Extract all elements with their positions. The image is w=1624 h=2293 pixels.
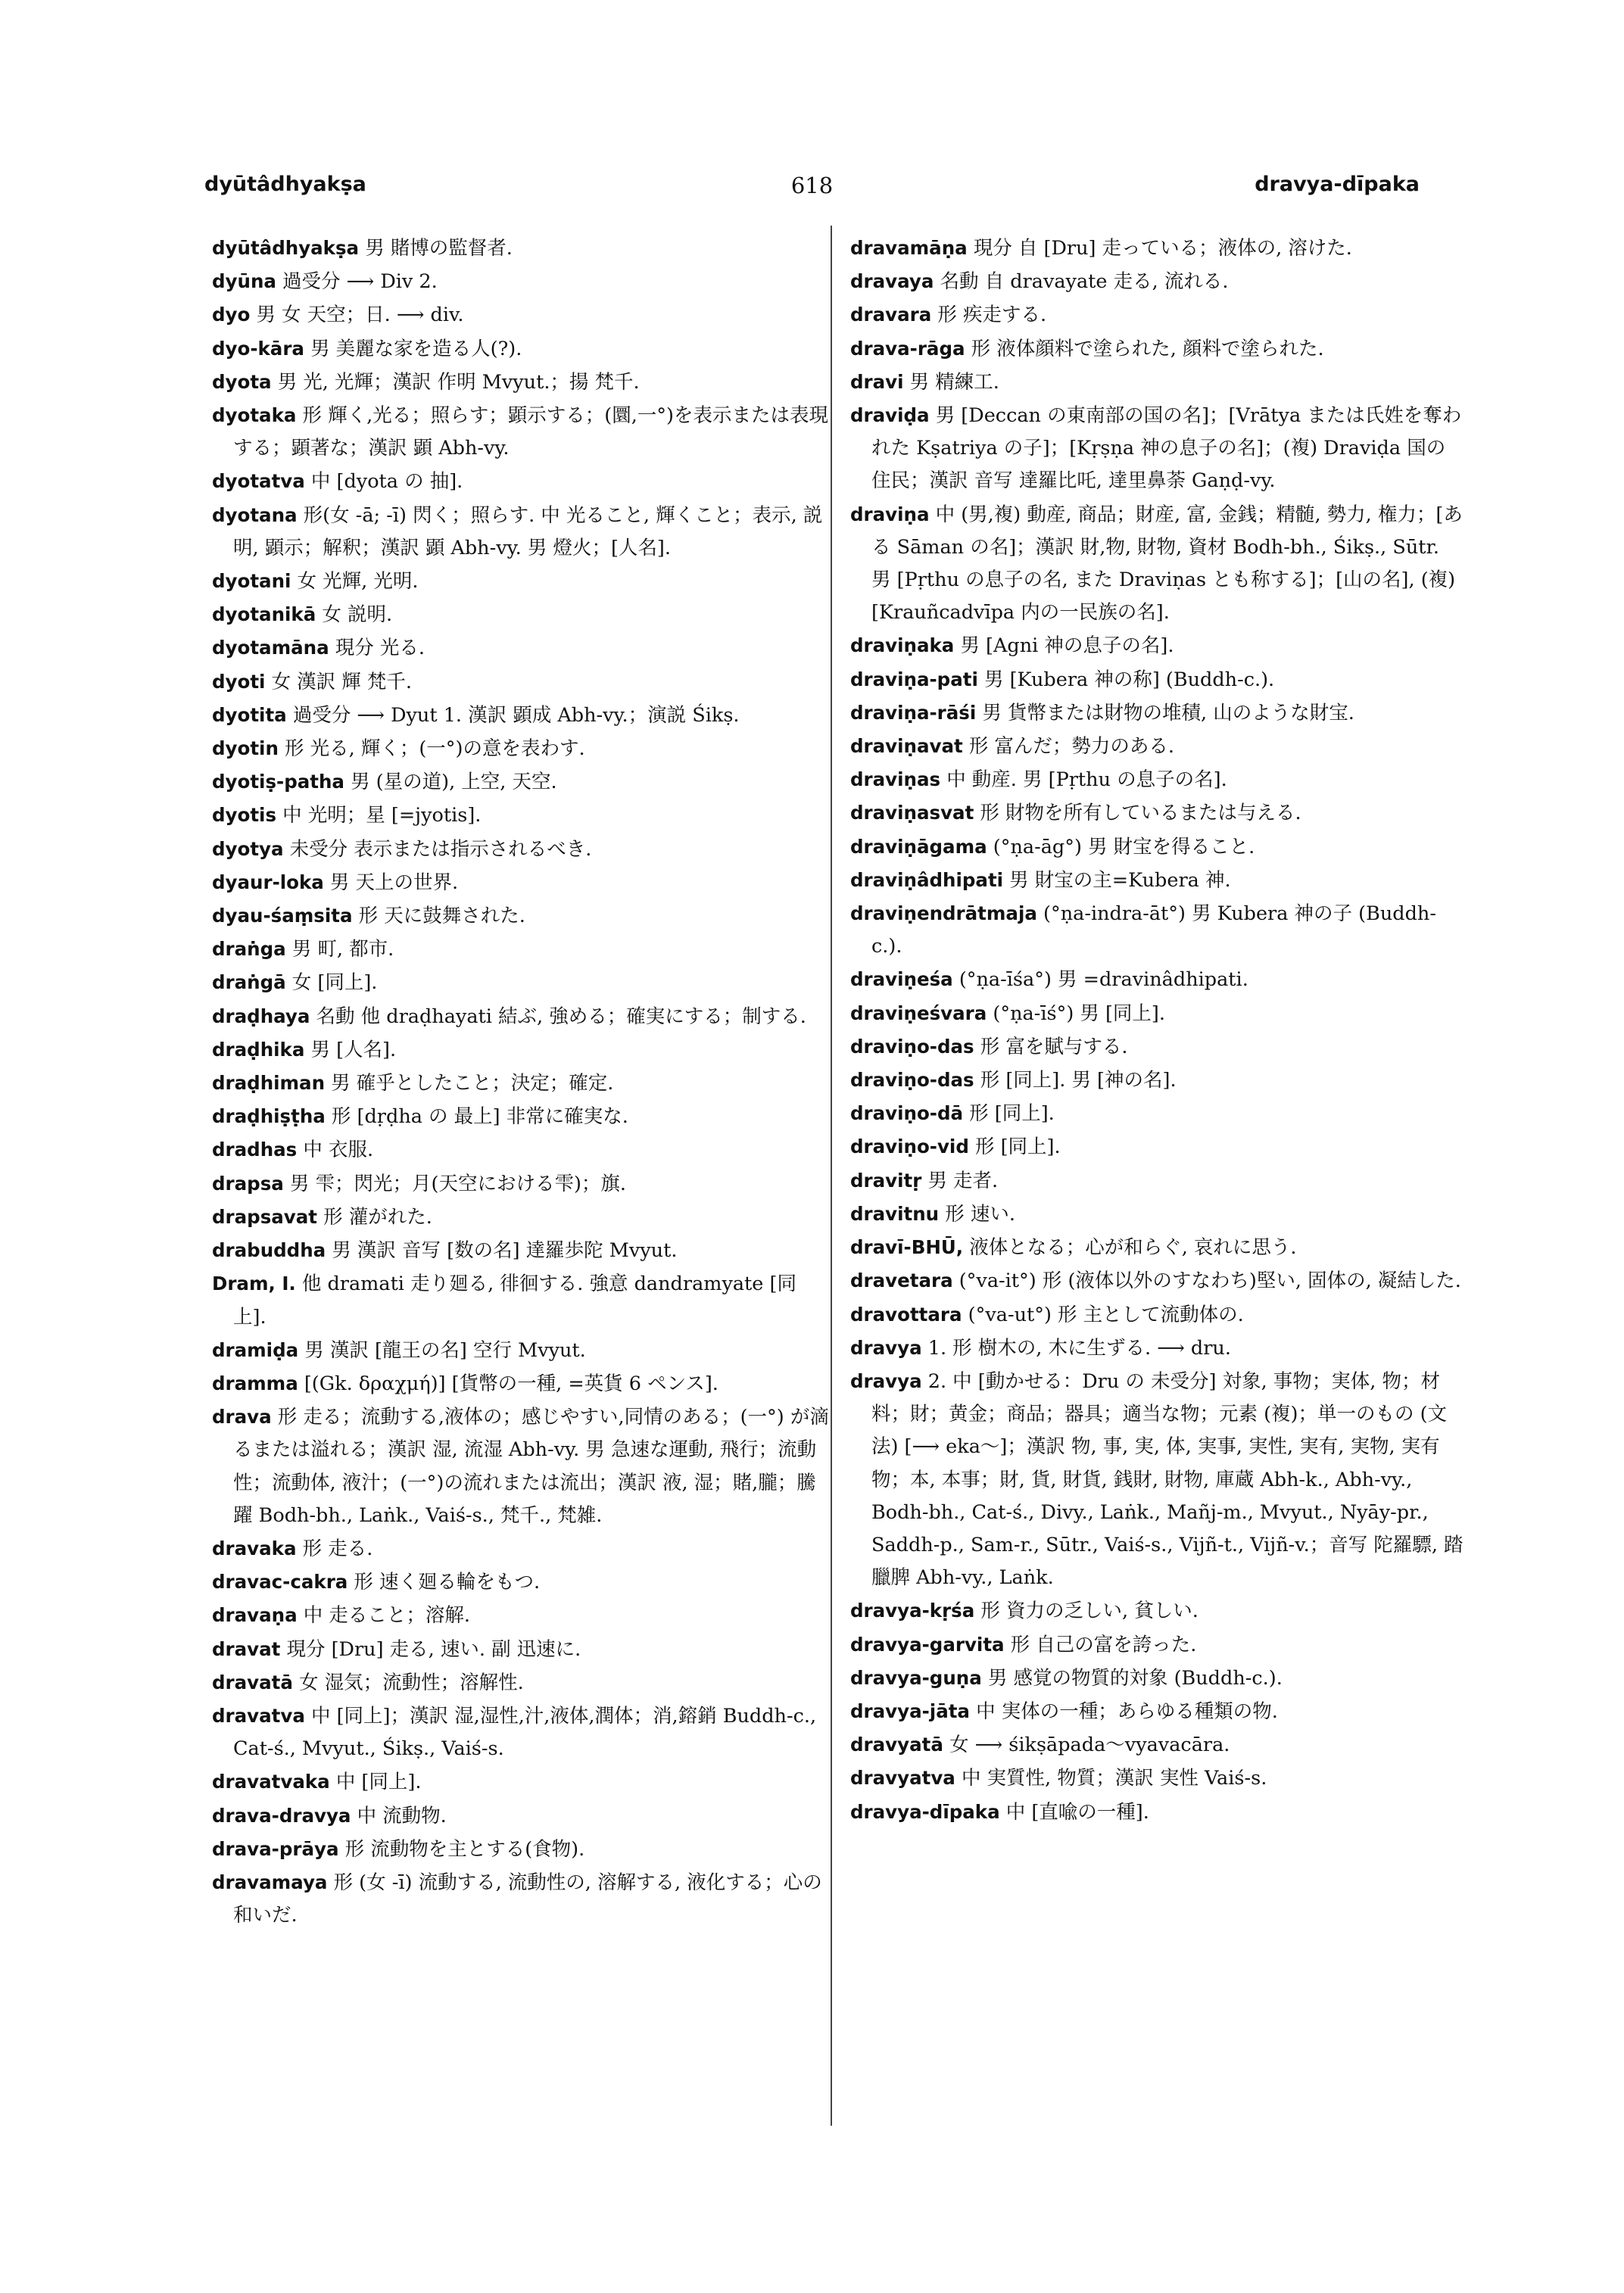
dictionary-entry	[212, 499, 829, 565]
dictionary-entry	[850, 498, 1463, 630]
definition: 中 実質性, 物質；漢訳 実性 Vaiś-s.	[961, 1767, 1267, 1790]
headword: draviṇaka	[850, 634, 955, 657]
headword: draviṇo-vid	[850, 1136, 969, 1158]
headword: dravitnu	[850, 1202, 940, 1225]
headword: drabuddha	[212, 1239, 326, 1262]
headword: dyotanikā	[212, 603, 316, 626]
dictionary-entry	[850, 265, 1463, 298]
definition: 男 雫；閃光；月(天空における雫)；旗.	[289, 1172, 627, 1195]
dictionary-entry	[850, 366, 1463, 399]
headword: dravya-jāta	[850, 1699, 970, 1722]
column-divider	[831, 226, 832, 2126]
dictionary-entry	[212, 1765, 829, 1799]
dictionary-entry	[850, 1762, 1463, 1795]
running-head-right: dravya-dīpaka	[1255, 173, 1420, 196]
definition: 中 (男,複) 動産, 商品；財産, 富, 金銭；精髄, 勢力, 権力；[ある Sāman の名]；漢訳 財,物, 財物, 資材 Bodh-bh., Śikṣ., Sūtr. 男 [Pṛthu の息子の名, また Draviṇas とも称する]；[山の名], (複) [Krauñcadvīpa 内の一民族の名].	[871, 503, 1463, 625]
headword: draḍhiman	[212, 1072, 326, 1095]
headword: dravatā	[212, 1671, 293, 1693]
headword: draviṇo-das	[850, 1035, 974, 1058]
headword: Dram, I.	[212, 1273, 296, 1295]
dictionary-entry	[212, 631, 829, 665]
dictionary-entry	[212, 799, 829, 832]
definition: 未受分 表示または指示されるべき.	[289, 837, 592, 861]
headword: dyaur-loka	[212, 871, 324, 893]
definition: 中 [同上]；漢訳 湿,湿性,汁,液体,潤体；消,鎔銷 Buddh-c., Cat-ś., Mvyut., Śikṣ., Vaiś-s.	[233, 1704, 817, 1761]
headword: dravamāṇa	[850, 237, 968, 259]
headword: dravat	[212, 1637, 281, 1660]
definition: 女 光輝, 光明.	[297, 570, 419, 594]
definition: 男 精練工.	[909, 370, 999, 394]
definition: 男 感覚の物質的対象 (Buddh-c.).	[987, 1666, 1283, 1690]
headword: dyotamāna	[212, 637, 329, 659]
definition: (°va-ut°) 形 主として流動体の.	[968, 1303, 1244, 1326]
headword: draviṇa-rāśi	[850, 701, 977, 724]
definition: 男 天上の世界.	[329, 871, 459, 894]
headword: dyau-śaṃsita	[212, 905, 353, 927]
dictionary-entry	[850, 1662, 1463, 1695]
dictionary-entry	[212, 1033, 829, 1067]
dictionary-entry	[850, 332, 1463, 366]
headword: dravatva	[212, 1704, 305, 1727]
dictionary-entry	[212, 1866, 829, 1932]
dictionary-entry	[212, 565, 829, 598]
dictionary-entry	[212, 1833, 829, 1866]
dictionary-entry	[212, 833, 829, 866]
headword: dyotaka	[212, 404, 297, 427]
dictionary-entry	[850, 730, 1463, 763]
definition: 形 [同上]. 男 [神の名].	[980, 1069, 1177, 1092]
dictionary-entry	[212, 665, 829, 699]
headword: drava-rāga	[850, 337, 965, 360]
dictionary-entry	[212, 366, 829, 399]
definition: 液体となる；心が和らぐ, 哀れに思う.	[969, 1236, 1297, 1260]
headword: dravya-guṇa	[850, 1666, 982, 1689]
headword: draviṇa	[850, 503, 930, 525]
headword: dravetara	[850, 1270, 953, 1292]
right-column	[850, 232, 1463, 1829]
definition: 男 [Deccan の東南部の国の名]；[Vrātya または氏姓を奪われた Kṣatriya の子]；[Kṛṣṇa 神の息子の名]；(複) Draviḍa 国の住民；漢訳 音写 達羅比吒, 達里鼻荼 Gaṇḍ-vy.	[871, 404, 1462, 493]
headword: draviṇavat	[850, 735, 963, 758]
dictionary-entry	[850, 663, 1463, 696]
headword: drava-dravya	[212, 1804, 351, 1827]
definition: 2. 中 [動かせる：Dru の 未受分] 対象, 事物；実体, 物；材料；財；黄金；商品；器具；適当な物；元素 (複)；単一のもの (文法) [⟶ eka～]；漢訳 物, 事, 実, 体, 実事, 実性, 実有, 実物, 実有物；本, 本事；財, 貨, 財貨, 銭財, 財物, 庫蔵 Abh-k., Abh-vy., Bodh-bh., Cat-ś., Divy., Laṅk., Mañj-m., Mvyut., Nyāy-pr., Saddh-p., Sam-r., Sūtr., Vaiś-s., Vijñ-t., Vijñ-v.；音写 陀羅驃, 踏臘脾 Abh-vy., Laṅk.	[871, 1369, 1463, 1590]
headword: dravara	[850, 304, 932, 326]
dictionary-entry	[850, 1198, 1463, 1231]
definition: 形 資力の乏しい, 貧しい.	[980, 1600, 1199, 1623]
dictionary-entry	[850, 997, 1463, 1030]
definition: 男 (星の道), 上空, 天空.	[351, 771, 557, 794]
dictionary-entry	[212, 1234, 829, 1267]
headword: dravamaya	[212, 1871, 328, 1893]
running-head-left: dyūtâdhyakṣa	[204, 173, 366, 196]
headword: drava	[212, 1406, 272, 1428]
dictionary-entry	[212, 732, 829, 765]
dictionary-entry	[850, 1298, 1463, 1332]
dictionary-entry	[850, 629, 1463, 662]
headword: dyotani	[212, 570, 291, 593]
headword: dravya-kṛśa	[850, 1600, 975, 1622]
headword: dravyatva	[850, 1767, 955, 1790]
definition: 中 走ること；溶解.	[303, 1604, 470, 1628]
dictionary-entry	[212, 1566, 829, 1599]
dictionary-entry	[212, 1532, 829, 1566]
headword: dravi	[850, 370, 904, 393]
dictionary-entry	[850, 1796, 1463, 1829]
dictionary-entry	[212, 265, 829, 298]
headword: dyotatva	[212, 470, 305, 493]
definition: 名動 自 dravayate 走る, 流れる.	[940, 270, 1229, 294]
dictionary-entry	[212, 1599, 829, 1632]
dictionary-entry	[850, 897, 1463, 963]
definition: 過受分 ⟶ Dyut 1. 漢訳 顕成 Abh-vy.；演説 Śikṣ.	[292, 703, 740, 727]
definition: 男 確乎としたこと；決定；確定.	[331, 1072, 614, 1095]
headword: draḍhika	[212, 1038, 305, 1061]
headword: dyūtâdhyakṣa	[212, 237, 360, 259]
headword: dyotis	[212, 804, 277, 827]
definition: 男 美麗な家を造る人(?).	[310, 337, 522, 360]
dictionary-entry	[212, 1201, 829, 1234]
dictionary-entry	[850, 796, 1463, 830]
definition: 形 自己の富を誇った.	[1010, 1633, 1197, 1656]
dictionary-entry	[212, 598, 829, 631]
headword: drapsavat	[212, 1205, 318, 1228]
left-column	[212, 232, 829, 1932]
definition: 女 説明.	[322, 603, 393, 627]
definition: 中 光明；星 [=jyotis].	[282, 804, 482, 827]
definition: 形 (女 -ī) 流動する, 流動性の, 溶解する, 液化する；心の和いだ.	[233, 1871, 822, 1927]
headword: draviḍa	[850, 404, 930, 427]
headword: dyūna	[212, 270, 276, 293]
dictionary-entry	[212, 1100, 829, 1133]
headword: draḍhiṣṭha	[212, 1105, 326, 1128]
headword: dramiḍa	[212, 1338, 299, 1361]
dictionary-entry	[212, 899, 829, 933]
dictionary-entry	[850, 1332, 1463, 1365]
definition: 形 [同上].	[969, 1102, 1055, 1126]
headword: draḍhaya	[212, 1005, 310, 1027]
dictionary-entry	[212, 1267, 829, 1333]
definition: 男 光, 光輝；漢訳 作明 Mvyut.；揚 梵千.	[277, 370, 640, 394]
definition: 男 貨幣または財物の堆積, 山のような財宝.	[982, 701, 1354, 724]
definition: 形 富を賦与する.	[980, 1035, 1128, 1058]
headword: draṅga	[212, 938, 286, 961]
definition: 男 町, 都市.	[291, 938, 394, 961]
definition: 形 財物を所有しているまたは与える.	[980, 802, 1301, 825]
headword: dyotiṣ-patha	[212, 771, 344, 793]
definition: 1. 形 樹木の, 木に生ずる. ⟶ dru.	[927, 1336, 1231, 1360]
headword: dravaṇa	[212, 1604, 298, 1627]
definition: 形 輝く,光る；照らす；顕示する；(圜,一°)を表示または表現する；顕著な；漢訳 顕 Abh-vy.	[233, 404, 828, 460]
definition: (°ṇa-āg°) 男 財宝を得ること.	[993, 835, 1255, 858]
headword: dyoti	[212, 670, 266, 693]
dictionary-entry	[850, 830, 1463, 864]
definition: 形 [同上].	[974, 1136, 1061, 1159]
definition: 男 財宝の主=Kubera 神.	[1009, 868, 1231, 892]
dictionary-entry	[212, 1067, 829, 1100]
headword: dyo-kāra	[212, 337, 304, 360]
headword: dyotana	[212, 503, 298, 526]
dictionary-entry	[850, 763, 1463, 796]
dictionary-entry	[850, 696, 1463, 730]
headword: draviṇa-pati	[850, 668, 978, 690]
headword: dravya	[850, 1336, 922, 1359]
definition: 中 流動物.	[357, 1804, 447, 1827]
dictionary-entry	[212, 966, 829, 999]
headword: draviṇeśvara	[850, 1002, 987, 1024]
dictionary-entry	[212, 699, 829, 732]
headword: dramma	[212, 1372, 298, 1394]
definition: 男 賭博の監督者.	[365, 237, 513, 260]
dictionary-entry	[212, 1334, 829, 1367]
headword: dravottara	[850, 1303, 962, 1326]
headword: dravatvaka	[212, 1771, 330, 1793]
definition: 形 [dṛḍha の 最上] 非常に確実な.	[331, 1105, 628, 1129]
definition: 形 光る, 輝く；(一°)の意を表わす.	[285, 737, 585, 761]
definition: 名動 他 draḍhayati 結ぶ, 強める；確実にする；制する.	[316, 1005, 806, 1028]
dictionary-entry	[850, 963, 1463, 996]
headword: dravya-garvita	[850, 1633, 1005, 1656]
headword: draviṇāgama	[850, 835, 987, 858]
headword: dravitṛ	[850, 1169, 922, 1192]
definition: 現分 [Dru] 走る, 速い. 副 迅速に.	[286, 1637, 581, 1661]
dictionary-entry	[212, 1633, 829, 1666]
dictionary-entry	[212, 866, 829, 899]
definition: 中 実体の一種；あらゆる種類の物.	[976, 1699, 1278, 1723]
definition: 形 灌がれた.	[323, 1205, 432, 1229]
headword: dravac-cakra	[212, 1571, 348, 1594]
definition: [(Gk. δραχμή)] [貨幣の一種, =英貨 6 ペンス].	[304, 1372, 718, 1395]
headword: dyota	[212, 370, 272, 393]
definition: (°ṇa-īś°) 男 [同上].	[993, 1002, 1165, 1025]
headword: dravya	[850, 1369, 922, 1392]
dictionary-entry	[850, 1695, 1463, 1728]
dictionary-entry	[850, 1064, 1463, 1097]
dictionary-entry	[850, 1097, 1463, 1130]
definition: 男 [Kubera 神の称] (Buddh-c.).	[983, 668, 1275, 691]
headword: draviṇas	[850, 768, 941, 791]
headword: draviṇeśa	[850, 968, 953, 991]
headword: draviṇendrātmaja	[850, 902, 1037, 925]
dictionary-entry	[850, 1030, 1463, 1064]
dictionary-entry	[212, 1367, 829, 1400]
dictionary-entry	[212, 399, 829, 465]
headword: dravī-BHŪ,	[850, 1236, 964, 1259]
dictionary-entry	[212, 933, 829, 966]
dictionary-entry	[212, 465, 829, 498]
headword: dyotin	[212, 737, 279, 760]
dictionary-entry	[212, 1167, 829, 1201]
page-header	[204, 173, 1420, 203]
definition: 女 [同上].	[291, 971, 378, 995]
dictionary-entry	[212, 298, 829, 332]
dictionary-entry	[850, 1728, 1463, 1762]
definition: 男 漢訳 [龍王の名] 空行 Mvyut.	[304, 1338, 586, 1362]
dictionary-entry	[850, 1231, 1463, 1264]
dictionary-entry	[212, 1666, 829, 1699]
dictionary-entry	[212, 332, 829, 366]
definition: 形 走る；流動する,液体の；感じやすい,同情のある；(一°) が滴るまたは溢れる；漢訳 湿, 流湿 Abh-vy. 男 急速な運動, 飛行；流動性；流動体, 液汁；(一°)の流れまたは流出；漢訳 液, 湿；賭,朧；騰躍 Bodh-bh., Laṅk., Vaiś-s., 梵千., 梵雑.	[233, 1406, 829, 1527]
dictionary-entry	[212, 232, 829, 265]
definition: 中 [同上].	[335, 1771, 422, 1794]
headword: dyo	[212, 304, 251, 326]
definition: 現分 自 [Dru] 走っている；液体の, 溶けた.	[973, 237, 1352, 260]
dictionary-entry	[850, 1628, 1463, 1662]
headword: dravya-dīpaka	[850, 1800, 1000, 1823]
dictionary-entry	[212, 1699, 829, 1765]
headword: draviṇo-dā	[850, 1102, 964, 1125]
headword: draviṇo-das	[850, 1069, 974, 1092]
definition: 形 速く廻る輪をもつ.	[354, 1571, 541, 1594]
definition: 現分 光る.	[335, 637, 425, 660]
dictionary-entry	[850, 1365, 1463, 1594]
headword: draviṇasvat	[850, 802, 974, 824]
definition: (°ṇa-indra-āt°) 男 Kubera 神の子 (Buddh-c.).	[871, 902, 1436, 958]
definition: 女 漢訳 輝 梵千.	[271, 670, 412, 693]
headword: dyotya	[212, 837, 284, 860]
definition: 形(女 -ā; -ī) 閃く；照らす. 中 光ること, 輝くこと；表示, 説明, 顕示；解釈；漢訳 顕 Abh-vy. 男 燈火；[人名].	[233, 503, 823, 559]
dictionary-entry	[850, 399, 1463, 498]
definition: 形 液体顔料で塗られた, 顔料で塗られた.	[971, 337, 1324, 360]
definition: 中 [直喩の一種].	[1005, 1800, 1149, 1824]
dictionary-entry	[850, 1164, 1463, 1198]
definition: 男 [人名].	[310, 1038, 397, 1061]
definition: 形 速い.	[945, 1202, 1015, 1226]
definition: 中 衣服.	[303, 1139, 374, 1162]
dictionary-entry	[850, 864, 1463, 897]
definition: 他 dramati 走り廻る, 徘徊する. 強意 dandramyate [同上].	[233, 1273, 796, 1329]
headword: draviṇâdhipati	[850, 868, 1004, 891]
dictionary-entry	[212, 1133, 829, 1167]
definition: 男 [Agni 神の息子の名].	[960, 634, 1174, 658]
definition: (°ṇa-īśa°) 男 =dravinâdhipati.	[959, 968, 1248, 992]
dictionary-entry	[212, 1000, 829, 1033]
headword: dravaka	[212, 1537, 297, 1559]
dictionary-entry	[850, 1264, 1463, 1298]
headword: dyotita	[212, 703, 287, 726]
definition: 過受分 ⟶ Div 2.	[282, 270, 438, 294]
headword: draṅgā	[212, 971, 286, 994]
definition: 中 [dyota の 抽].	[310, 470, 463, 494]
dictionary-entry	[850, 1594, 1463, 1628]
definition: 女 ⟶ śikṣāpada～vyavacāra.	[949, 1734, 1230, 1757]
dictionary-entry	[212, 1400, 829, 1532]
definition: 中 動産. 男 [Pṛthu の息子の名].	[946, 768, 1227, 792]
definition: 男 漢訳 音写 [数の名] 達羅歩陀 Mvyut.	[332, 1239, 678, 1263]
dictionary-entry	[850, 298, 1463, 332]
headword: drapsa	[212, 1172, 284, 1195]
dictionary-entry	[212, 765, 829, 799]
dictionary-entry	[850, 1130, 1463, 1164]
definition: 形 流動物を主とする(食物).	[344, 1837, 585, 1861]
definition: 女 湿気；流動性；溶解性.	[299, 1671, 524, 1694]
dictionary-entry	[212, 1799, 829, 1833]
headword: dravyatā	[850, 1734, 943, 1756]
definition: 形 走る.	[302, 1537, 373, 1560]
definition: 形 富んだ；勢力のある.	[968, 735, 1175, 759]
dictionary-entry	[850, 232, 1463, 265]
definition: 形 疾走する.	[937, 304, 1047, 327]
definition: 形 天に鼓舞された.	[358, 905, 525, 928]
headword: drava-prāya	[212, 1837, 339, 1860]
definition: 男 走者.	[927, 1169, 999, 1192]
page-number: 618	[790, 173, 834, 198]
definition: 男 女 天空；日. ⟶ div.	[256, 304, 464, 327]
headword: dradhas	[212, 1139, 298, 1161]
headword: dravaya	[850, 270, 934, 293]
definition: (°va-it°) 形 (液体以外のすなわち)堅い, 固体の, 凝結した.	[959, 1270, 1461, 1293]
